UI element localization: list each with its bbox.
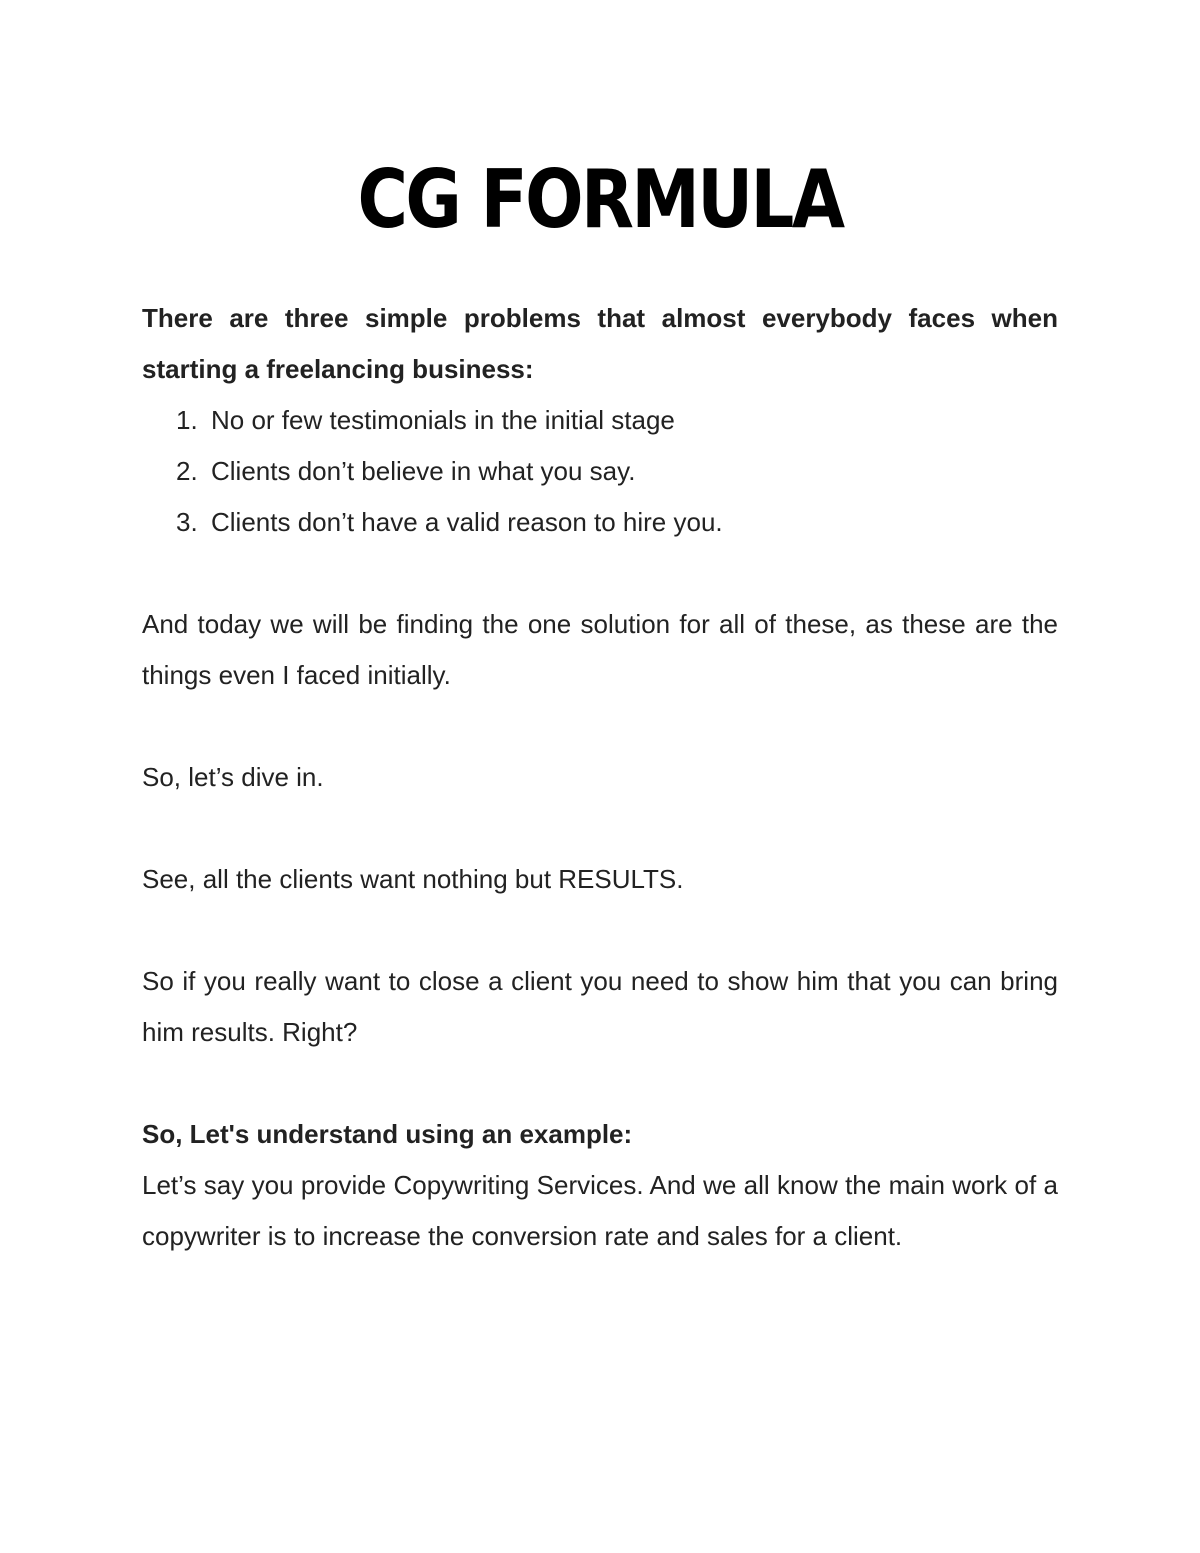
blank-line [142, 803, 1058, 854]
blank-line [142, 1058, 1058, 1109]
close-client-paragraph: So if you really want to close a client you need to show him that you can bring him results. Right? [142, 966, 1058, 1047]
blank-line [142, 701, 1058, 752]
list-item-text: Clients don’t believe in what you say. [211, 456, 636, 486]
intro-paragraph: There are three simple problems that almost everybody faces when starting a freelancing business: [142, 303, 1058, 384]
document-title: CG FORMULA [357, 153, 843, 246]
problems-list [142, 395, 1058, 548]
results-paragraph: See, all the clients want nothing but RESULTS. [142, 864, 684, 894]
list-item [142, 395, 1058, 446]
list-item-number: 1. [176, 405, 198, 435]
list-item-text: Clients don’t have a valid reason to hire you. [211, 507, 723, 537]
blank-line [142, 548, 1058, 599]
list-item [142, 446, 1058, 497]
example-heading: So, Let's understand using an example: [142, 1119, 633, 1149]
blank-line [142, 905, 1058, 956]
list-item-number: 2. [176, 456, 198, 486]
list-item-number: 3. [176, 507, 198, 537]
list-item [142, 497, 1058, 548]
example-paragraph: Let’s say you provide Copywriting Services. And we all know the main work of a copywriter is to increase the conversion rate and sales for a client. [142, 1170, 1058, 1251]
solution-paragraph: And today we will be finding the one solution for all of these, as these are the things even I faced initially. [142, 609, 1058, 690]
dive-in-paragraph: So, let’s dive in. [142, 762, 324, 792]
document-body [142, 293, 1058, 1262]
list-item-text: No or few testimonials in the initial stage [211, 405, 675, 435]
